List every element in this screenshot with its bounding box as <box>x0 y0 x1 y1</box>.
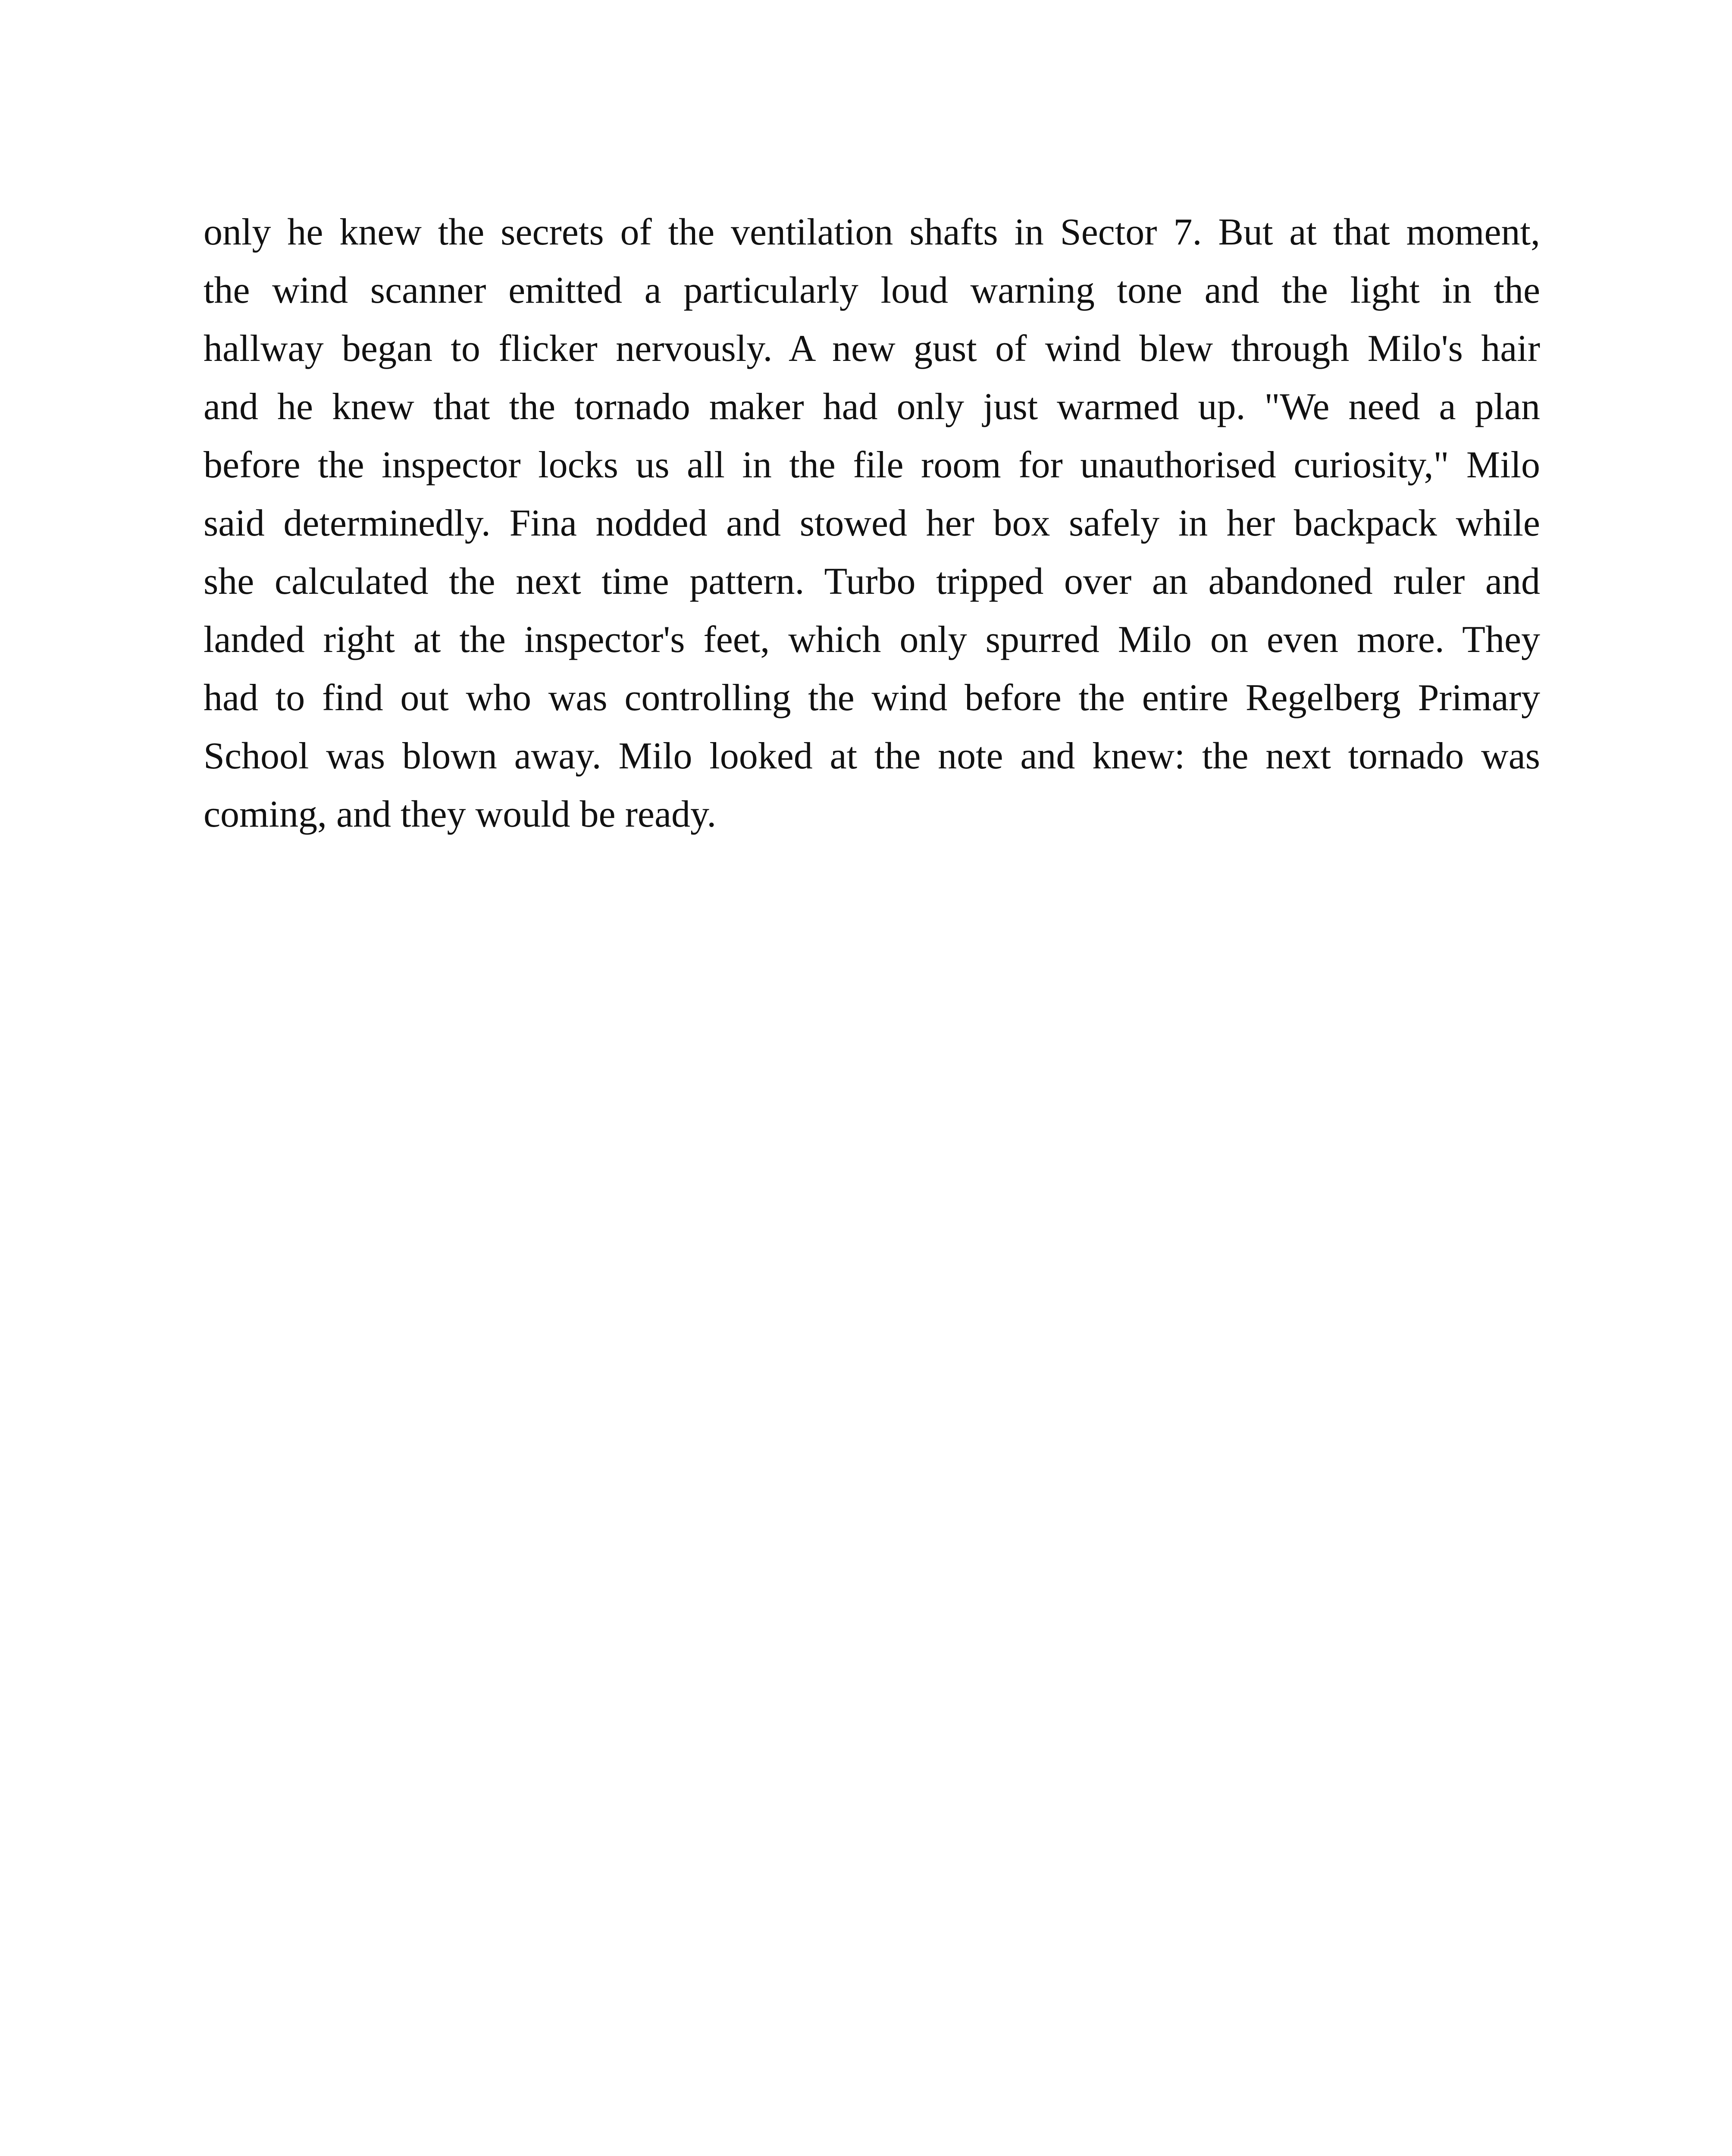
text-line: School was blown away. Milo looked at the note and knew: the next tornado was <box>204 735 1540 777</box>
text-line: she calculated the next time pattern. Turbo tripped over an abandoned ruler and <box>204 561 1540 602</box>
text-line: only he knew the secrets of the ventilation shafts in Sector 7. But at that moment, <box>204 211 1540 253</box>
text-line: had to find out who was controlling the wind before the entire Regelberg Primary <box>204 677 1540 719</box>
text-line: hallway began to flicker nervously. A new gust of wind blew through Milo's hair <box>204 328 1540 370</box>
text-line: and he knew that the tornado maker had only just warmed up. "We need a plan <box>204 386 1540 428</box>
body-paragraph <box>204 203 1540 843</box>
text-line: landed right at the inspector's feet, which only spurred Milo on even more. They <box>204 619 1540 661</box>
text-line: coming, and they would be ready. <box>204 793 717 835</box>
text-line: said determinedly. Fina nodded and stowed her box safely in her backpack while <box>204 502 1540 544</box>
text-line: before the inspector locks us all in the file room for unauthorised curiosity," Milo <box>204 444 1540 486</box>
text-line: the wind scanner emitted a particularly loud warning tone and the light in the <box>204 270 1540 311</box>
